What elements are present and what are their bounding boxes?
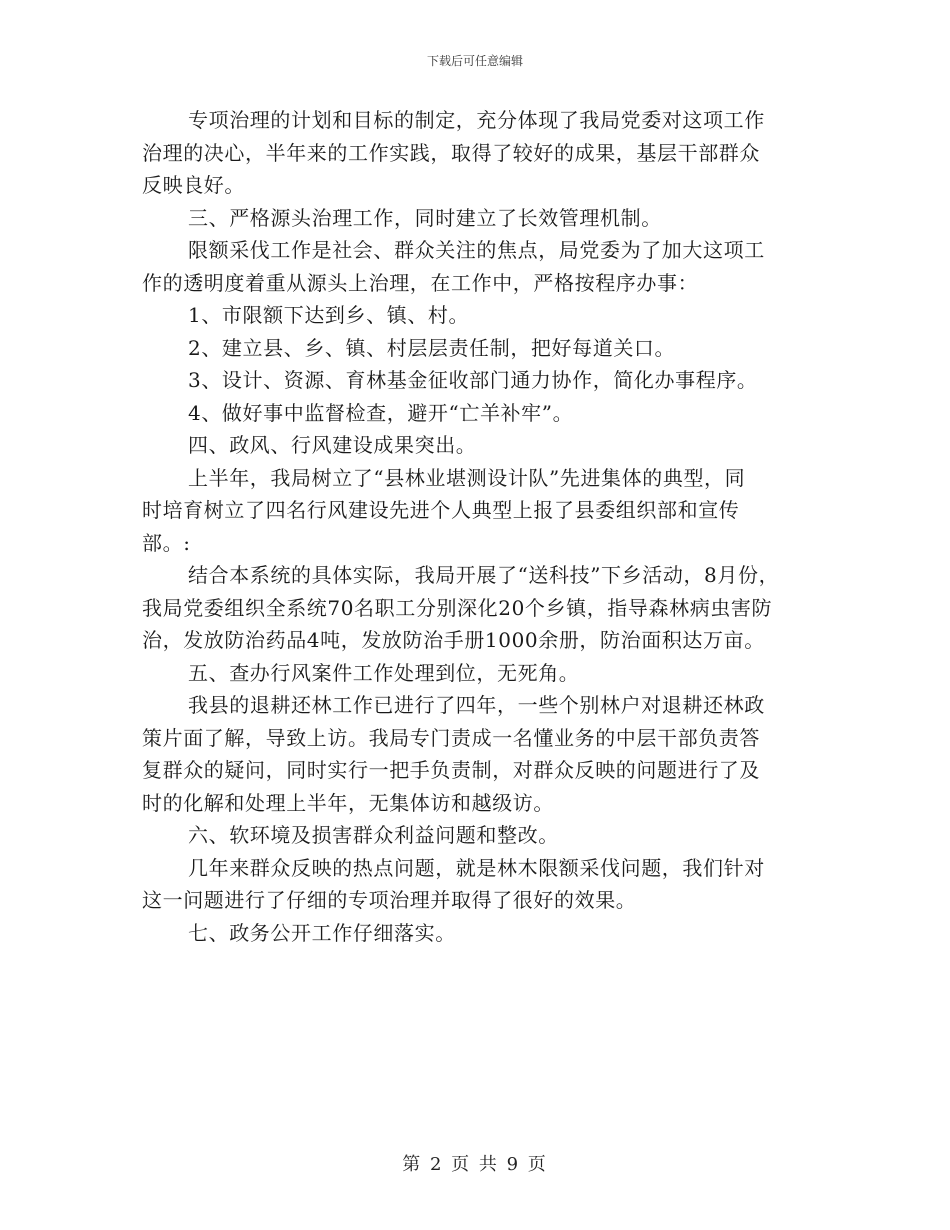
page-number: 第 2 页 共 9 页 — [402, 1154, 548, 1175]
body-line: 限额采伐工作是社会、群众关注的焦点，局党委为了加大这项工 — [188, 238, 765, 262]
body-line: 1、市限额下达到乡、镇、村。 — [188, 303, 470, 327]
body-line: 三、严格源头治理工作，同时建立了长效管理机制。 — [188, 205, 662, 230]
document-body — [142, 104, 842, 949]
body-line: 2、建立县、乡、镇、村层层责任制，把好每道关口。 — [188, 335, 676, 360]
body-line: 专项治理的计划和目标的制定，充分体现了我局党委对这项工作 — [188, 108, 765, 132]
body-line: 四、政风、行风建设成果突出。 — [188, 433, 477, 457]
body-line: 我县的退耕还林工作已进行了四年，一些个别林户对退耕还林政 — [188, 693, 765, 717]
body-line: 七、政务公开工作仔细落实。 — [188, 920, 456, 945]
body-line: 时培育树立了四名行风建设先进个人典型上报了县委组织部和宣传 — [142, 498, 740, 522]
body-line: 3、设计、资源、育林基金征收部门通力协作，简化办事程序。 — [188, 368, 758, 392]
body-line: 这一问题进行了仔细的专项治理并取得了很好的效果。 — [142, 888, 637, 912]
body-line: 六、软环境及损害群众利益问题和整改。 — [188, 823, 559, 847]
header-note: 下载后可任意编辑 — [426, 54, 523, 68]
body-line: 五、查办行风案件工作处理到位，无死角。 — [188, 660, 580, 685]
body-line: 复群众的疑问，同时实行一把手负责制，对群众反映的问题进行了及 — [142, 758, 760, 782]
body-line: 作的透明度着重从源头上治理，在工作中，严格按程序办事： — [142, 270, 699, 295]
body-line: 几年来群众反映的热点问题，就是林木限额采伐问题，我们针对 — [188, 855, 765, 880]
body-line: 部。: — [142, 530, 191, 555]
body-line: 4、做好事中监督检查，避开“亡羊补牢”。 — [188, 400, 574, 425]
body-line: 时的化解和处理上半年，无集体访和越级访。 — [142, 790, 554, 815]
body-line: 反映良好。 — [142, 173, 245, 197]
body-line: 策片面了解，导致上访。我局专门责成一名懂业务的中层干部负责答 — [142, 725, 760, 750]
body-line: 我局党委组织全系统70名职工分别深化20个乡镇，指导森林病虫害防 — [142, 595, 773, 620]
body-line: 治理的决心，半年来的工作实践，取得了较好的成果，基层干部群众 — [142, 140, 760, 165]
body-line: 治，发放防治药品4吨，发放防治手册1000余册，防治面积达万亩。 — [142, 628, 765, 652]
body-line: 上半年，我局树立了“县林业堪测设计队”先进集体的典型，同 — [188, 465, 746, 490]
body-line: 结合本系统的具体实际，我局开展了“送科技”下乡活动，8月份， — [188, 563, 780, 587]
